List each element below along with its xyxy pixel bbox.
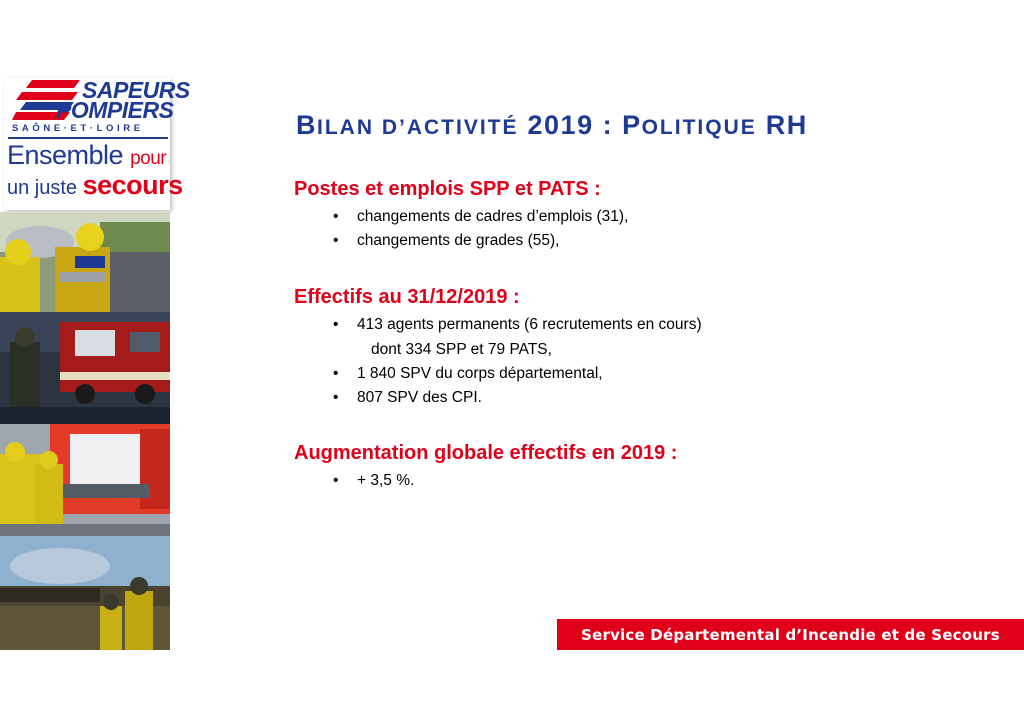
section-heading-postes: Postes et emplois SPP et PATS :	[294, 178, 601, 200]
sdis-logo	[4, 77, 190, 210]
logo-tagline-line2	[7, 170, 183, 201]
list-item	[333, 232, 559, 250]
photo-fire-engine	[0, 312, 170, 424]
list-item	[333, 472, 414, 490]
bullet-glyph: •	[333, 316, 339, 333]
logo-department: SAÔNE·ET·LOIRE	[12, 123, 144, 134]
title-rh: RH	[765, 110, 808, 140]
logo-tagline-un-juste: un juste	[7, 177, 78, 199]
list-item	[333, 389, 482, 407]
bullet-glyph: •	[333, 472, 339, 489]
photo-ambulance	[0, 424, 170, 536]
logo-divider	[8, 137, 168, 139]
list-item	[333, 316, 702, 334]
photo-field-fire	[0, 536, 170, 650]
section-heading-augmentation: Augmentation globale effectifs en 2019 :	[294, 442, 678, 464]
bullet-glyph: •	[333, 365, 339, 382]
list-item-text: changements de cadres d’emplois (31),	[357, 208, 629, 225]
list-item-text: 807 SPV des CPI.	[357, 389, 482, 406]
logo-brand-pompiers: POMPIERS	[56, 97, 174, 123]
logo-tagline-pour: pour	[130, 148, 167, 169]
title-initial-b: B	[296, 110, 317, 140]
bullet-glyph: •	[333, 232, 339, 249]
logo-brand-sapeurs: SAPEURS	[82, 77, 190, 103]
list-item-text: 1 840 SPV du corps départemental,	[357, 365, 603, 382]
list-item-text: + 3,5 %.	[357, 472, 415, 489]
photo-firefighters-rescue	[0, 212, 170, 312]
section-heading-effectifs: Effectifs au 31/12/2019 :	[294, 286, 520, 308]
photo-strip	[0, 212, 170, 650]
title-year: 2019 : P	[527, 110, 642, 140]
list-item-continuation: dont 334 SPP et 79 PATS,	[371, 341, 552, 358]
title-olitique: OLITIQUE	[641, 116, 757, 139]
bullet-glyph: •	[333, 208, 339, 225]
footer-banner	[557, 619, 1024, 650]
logo-tagline-ensemble: Ensemble	[7, 140, 124, 170]
bullet-glyph: •	[333, 389, 339, 406]
list-item	[333, 365, 603, 383]
page-title	[296, 110, 808, 141]
footer-text: Service Départemental d’Incendie et de Secours	[581, 625, 1000, 644]
title-ilan-activite: ILAN D’ACTIVITÉ	[317, 116, 519, 139]
list-item-text: 413 agents permanents (6 recrutements en cours)	[357, 316, 702, 333]
list-item-text: changements de grades (55),	[357, 232, 560, 249]
logo-tagline-secours: secours	[82, 170, 183, 200]
logo-tagline-line1	[7, 140, 166, 171]
list-item	[333, 208, 628, 226]
